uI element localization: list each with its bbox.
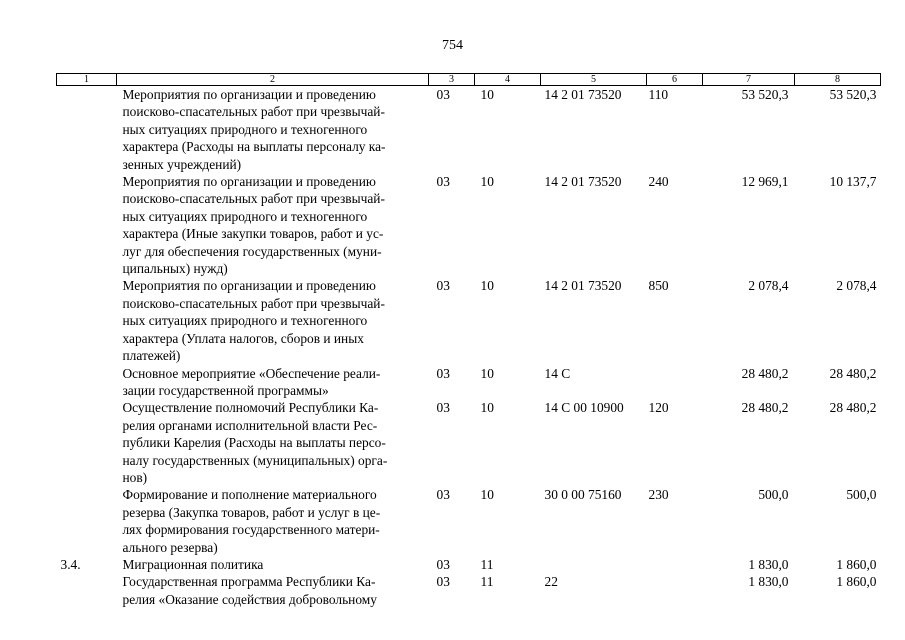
row-name-line: публики Карелия (Расходы на выплаты персо- [122, 435, 386, 451]
row-number [57, 399, 117, 486]
row-name-line: луг для обеспечения государственных (муни- [122, 243, 382, 259]
expense-type-code [647, 573, 703, 608]
subsection-code: 10 [480, 278, 494, 294]
row-name-line: Государственная программа Республики Ка- [122, 574, 376, 590]
subsection-code: 11 [480, 556, 494, 572]
row-name-line: Основное мероприятие «Обеспечение реали- [122, 365, 381, 381]
row-name-line: характера (Уплата налогов, сборов и иных [122, 330, 364, 346]
table-row [57, 86, 881, 174]
row-name-line: нов) [122, 469, 148, 485]
expense-type-code: 120 [648, 400, 669, 416]
row-name [117, 86, 429, 174]
amount-col-8: 2 078,4 [836, 278, 877, 294]
header-col-7: 7 [703, 74, 795, 86]
row-name-line: Мероприятия по организации и проведению [122, 278, 376, 294]
row-number [57, 277, 117, 364]
row-name [117, 556, 429, 573]
row-name-line: поисково-спасательных работ при чрезвычай- [122, 104, 385, 120]
row-name-line: Миграционная политика [122, 556, 264, 572]
expense-type-code: 230 [648, 487, 669, 503]
target-article-code: 14 2 01 73520 [544, 174, 622, 190]
row-name [117, 486, 429, 556]
subsection-code: 10 [480, 365, 494, 381]
amount-col-7: 1 830,0 [748, 556, 789, 572]
row-name-line: Мероприятия по организации и проведению [122, 174, 376, 190]
table-row [57, 399, 881, 486]
row-number [57, 365, 117, 400]
header-col-1: 1 [57, 74, 117, 86]
subsection-code: 10 [480, 174, 494, 190]
row-name-line: характера (Иные закупки товаров, работ и ус- [122, 226, 384, 242]
page-number: 754 [442, 38, 463, 53]
row-number [57, 573, 117, 608]
section-code: 03 [436, 365, 450, 381]
row-name-line: ных ситуациях природного и техногенного [122, 121, 368, 137]
column-number-header [57, 74, 881, 86]
amount-col-7: 12 969,1 [741, 174, 789, 190]
amount-col-7: 53 520,3 [741, 87, 789, 102]
target-article-code [541, 556, 647, 573]
header-col-5: 5 [541, 74, 647, 86]
section-code: 03 [436, 87, 450, 102]
table-body [57, 86, 881, 609]
amount-col-7: 28 480,2 [741, 400, 789, 416]
target-article-code: 14 С [544, 365, 571, 381]
row-name-line: поисково-спасательных работ при чрезвычай- [122, 191, 385, 207]
row-name-line: релия «Оказание содействия добровольному [122, 591, 377, 607]
section-code: 03 [436, 400, 450, 416]
amount-col-8: 10 137,7 [829, 174, 877, 190]
row-name-line: лях формирования государственного матери- [122, 522, 380, 538]
row-name-line: ных ситуациях природного и техногенного [122, 313, 368, 329]
header-col-2: 2 [117, 74, 429, 86]
row-name-line: налу государственных (муниципальных) орга- [122, 452, 388, 468]
subsection-code: 10 [480, 400, 494, 416]
target-article-code: 14 2 01 73520 [544, 278, 622, 294]
section-code: 03 [436, 278, 450, 294]
header-col-8: 8 [795, 74, 881, 86]
amount-col-8: 28 480,2 [829, 400, 877, 416]
header-col-6: 6 [647, 74, 703, 86]
section-code: 03 [436, 174, 450, 190]
table-row [57, 573, 881, 608]
section-code: 03 [436, 574, 450, 590]
row-name-line: поисково-спасательных работ при чрезвычай- [122, 295, 385, 311]
row-name-line: платежей) [122, 348, 181, 364]
row-number [57, 86, 117, 174]
row-number [57, 486, 117, 556]
expense-type-code: 240 [648, 174, 669, 190]
row-name-line: резерва (Закупка товаров, работ и услуг в це- [122, 504, 381, 520]
row-name-line: зации государственной программы» [122, 382, 329, 398]
row-number: 3.4. [60, 556, 81, 572]
row-name [117, 399, 429, 486]
expense-type-code: 110 [648, 87, 669, 102]
row-name [117, 573, 429, 608]
row-name-line: релия органами исполнительной власти Рес- [122, 417, 378, 433]
target-article-code: 30 0 00 75160 [544, 487, 622, 503]
amount-col-7: 500,0 [758, 487, 789, 503]
row-name-line: характера (Расходы на выплаты персоналу ка- [122, 139, 386, 155]
target-article-code: 14 2 01 73520 [544, 87, 622, 102]
header-col-3: 3 [429, 74, 475, 86]
amount-col-8: 1 860,0 [836, 574, 877, 590]
subsection-code: 10 [480, 487, 494, 503]
table-row [57, 365, 881, 400]
row-name-line: зенных учреждений) [122, 156, 242, 172]
amount-col-8: 1 860,0 [836, 556, 877, 572]
subsection-code: 11 [480, 574, 494, 590]
amount-col-8: 500,0 [846, 487, 877, 503]
table-row [57, 277, 881, 364]
subsection-code: 10 [480, 87, 494, 102]
amount-col-7: 1 830,0 [748, 574, 789, 590]
expense-type-code [647, 365, 703, 400]
amount-col-7: 2 078,4 [748, 278, 789, 294]
amount-col-7: 28 480,2 [741, 365, 789, 381]
section-code: 03 [436, 487, 450, 503]
expense-type-code [647, 556, 703, 573]
table-row [57, 486, 881, 556]
row-name-line: ального резерва) [122, 539, 218, 555]
header-col-4: 4 [475, 74, 541, 86]
target-article-code: 22 [544, 574, 558, 590]
row-name [117, 173, 429, 277]
row-number [57, 173, 117, 277]
row-name-line: ных ситуациях природного и техногенного [122, 208, 368, 224]
row-name-line: Мероприятия по организации и проведению [122, 87, 376, 102]
table-row [57, 556, 881, 573]
row-name-line: Осуществление полномочий Республики Ка- [122, 400, 379, 416]
target-article-code: 14 С 00 10900 [544, 400, 624, 416]
row-name-line: ципальных) нужд) [122, 261, 228, 277]
row-name [117, 365, 429, 400]
amount-col-8: 28 480,2 [829, 365, 877, 381]
expense-type-code: 850 [648, 278, 669, 294]
table-row [57, 173, 881, 277]
row-name [117, 277, 429, 364]
amount-col-8: 53 520,3 [829, 87, 877, 102]
budget-table [56, 73, 881, 608]
section-code: 03 [436, 556, 450, 572]
row-name-line: Формирование и пополнение материального [122, 487, 377, 503]
